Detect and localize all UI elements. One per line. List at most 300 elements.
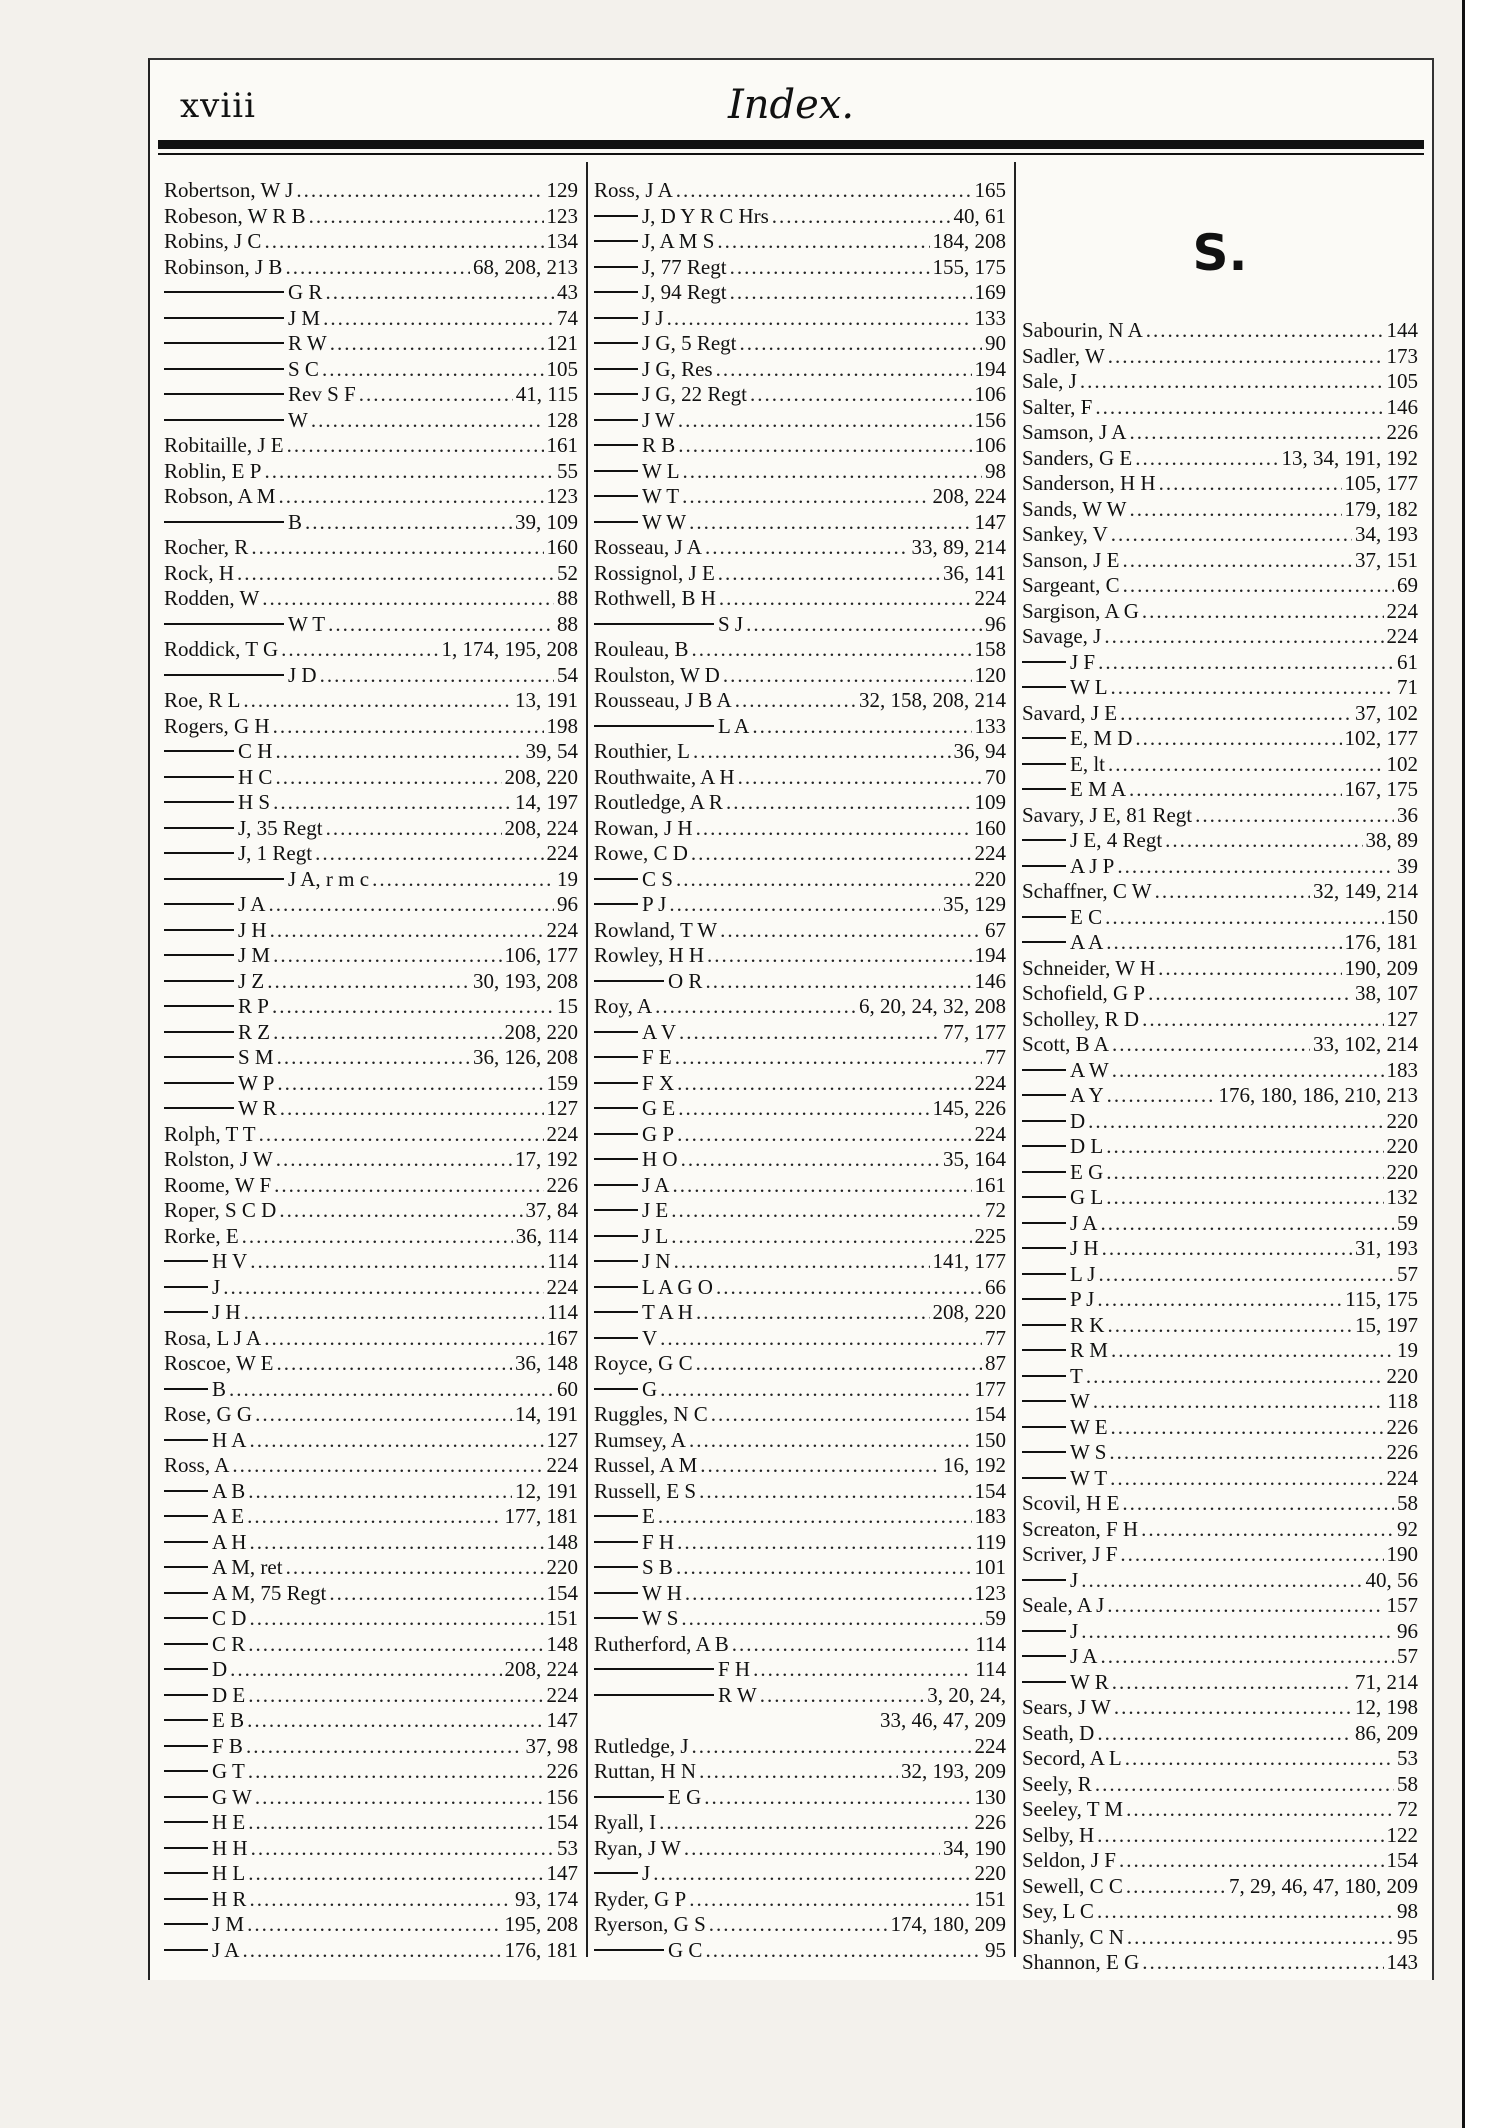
leader-dots (242, 1938, 501, 1964)
entry-name: R P (238, 994, 269, 1018)
index-entry (164, 1377, 578, 1403)
entry-pages: 226 (546, 1759, 578, 1783)
ditto-dash (164, 1592, 208, 1594)
index-entry (164, 1351, 578, 1377)
entry-name: E C (1070, 904, 1103, 929)
entry-pages: 77, 177 (943, 1019, 1006, 1044)
index-entry (1022, 1721, 1418, 1747)
index-entry (594, 1402, 1006, 1428)
index-entry (164, 1275, 578, 1301)
index-entry (164, 1759, 578, 1785)
entry-pages: 68, 208, 213 (473, 254, 578, 279)
entry-name: D E (212, 1682, 246, 1707)
entry-name: G P (642, 1121, 675, 1146)
ditto-dash (164, 1898, 208, 1900)
index-column-1 (164, 178, 578, 1963)
entry-pages: 161 (974, 1172, 1006, 1197)
entry-pages: 176, 180, 186, 210, 213 (1218, 1083, 1418, 1107)
index-entry (1022, 573, 1418, 599)
entry-name: Sewell, C C (1022, 1873, 1123, 1898)
ditto-dash (594, 419, 638, 421)
entry-pages: 58 (1397, 1491, 1418, 1515)
ditto-dash (594, 1260, 638, 1262)
ditto-dash (594, 240, 638, 242)
header-rule-thick (158, 140, 1424, 149)
entry-name: J J (642, 305, 664, 330)
entry-pages: 90 (985, 331, 1006, 355)
leader-dots (677, 1530, 972, 1556)
ditto-dash (594, 1541, 638, 1543)
leader-dots (246, 1734, 523, 1760)
entry-pages: 115, 175 (1345, 1287, 1418, 1311)
entry-pages: 114 (975, 1631, 1006, 1656)
ditto-dash (594, 980, 664, 982)
entry-pages: 208, 220 (932, 1300, 1006, 1324)
column-divider (586, 162, 588, 1957)
entry-name: J F (1070, 649, 1096, 674)
index-entry (1022, 956, 1418, 982)
entry-pages: 109 (974, 790, 1006, 814)
index-column-2 (594, 178, 1006, 1963)
ditto-dash (164, 317, 284, 319)
ditto-dash (594, 368, 638, 370)
ditto-dash (164, 1872, 208, 1874)
index-entry (1022, 828, 1418, 854)
leader-dots (692, 1734, 972, 1760)
leader-dots (681, 1147, 940, 1173)
entry-pages: 92 (1397, 1516, 1418, 1541)
entry-name: Sanders, G E (1022, 445, 1133, 470)
leader-dots (1095, 1772, 1394, 1798)
leader-dots (1106, 1160, 1383, 1186)
entry-pages: 114 (975, 1657, 1006, 1681)
entry-name: S B (642, 1555, 673, 1579)
leader-dots (699, 1479, 971, 1505)
ditto-dash (594, 266, 638, 268)
ditto-dash (164, 623, 284, 625)
entry-pages: 37, 151 (1355, 547, 1418, 572)
index-entry (1022, 624, 1418, 650)
index-entry (594, 1504, 1006, 1530)
ditto-dash (1022, 1426, 1066, 1428)
leader-dots (693, 739, 951, 765)
entry-pages: 176, 181 (1344, 930, 1418, 954)
index-entry (594, 1861, 1006, 1887)
entry-pages: 167 (546, 1325, 578, 1350)
leader-dots (255, 1402, 512, 1428)
entry-name: J G, 5 Regt (642, 331, 737, 355)
leader-dots (1109, 1440, 1383, 1466)
entry-pages: 38, 89 (1365, 828, 1418, 852)
entry-pages: 165 (974, 178, 1006, 202)
entry-name: J D (288, 662, 317, 687)
leader-dots (248, 1861, 543, 1887)
ditto-dash (164, 903, 234, 905)
entry-name: Ryall, I (594, 1810, 657, 1834)
ditto-dash (164, 954, 234, 956)
entry-name: L A G O (642, 1274, 713, 1299)
leader-dots (1098, 650, 1394, 676)
entry-pages: 224 (546, 841, 578, 865)
entry-pages: 59 (1397, 1210, 1418, 1235)
leader-dots (1195, 803, 1394, 829)
leader-dots (270, 918, 544, 944)
entry-pages: 220 (546, 1555, 578, 1579)
leader-dots (1127, 1925, 1394, 1951)
ditto-dash (1022, 1630, 1066, 1632)
entry-name: Robinson, J B (164, 254, 283, 279)
entry-name: A J P (1070, 853, 1115, 878)
entry-name: Robson, A M (164, 484, 276, 508)
entry-pages: 53 (1397, 1746, 1418, 1770)
entry-pages: 133 (974, 713, 1006, 738)
leader-dots (272, 994, 554, 1020)
entry-pages: 226 (974, 1810, 1006, 1834)
index-entry (1022, 1695, 1418, 1721)
entry-name: A V (642, 1019, 677, 1044)
leader-dots (660, 1326, 982, 1352)
index-entry (164, 459, 578, 485)
index-entry (164, 1147, 578, 1173)
index-entry (594, 1632, 1006, 1658)
leader-dots (1106, 930, 1341, 956)
entry-pages: 105, 177 (1344, 471, 1418, 495)
entry-pages: 226 (1386, 1414, 1418, 1439)
entry-pages: 7, 29, 46, 47, 180, 209 (1229, 1873, 1418, 1898)
entry-pages: 98 (1397, 1899, 1418, 1923)
index-entry (164, 612, 578, 638)
leader-dots (247, 1912, 501, 1938)
entry-pages: 143 (1386, 1950, 1418, 1974)
ditto-dash (1022, 1171, 1066, 1173)
index-entry (594, 1479, 1006, 1505)
leader-dots (684, 1836, 940, 1862)
index-entry (164, 663, 578, 689)
entry-name: Rolph, T T (164, 1121, 256, 1146)
leader-dots (232, 1453, 543, 1479)
index-entry (164, 433, 578, 459)
index-entry (594, 1326, 1006, 1352)
leader-dots (1117, 854, 1394, 880)
ditto-dash (1022, 1247, 1066, 1249)
ditto-dash (164, 1847, 208, 1849)
entry-name: Ross, A (164, 1453, 230, 1477)
ditto-dash (164, 852, 234, 854)
entry-name: W H (642, 1580, 682, 1605)
entry-pages: 154 (974, 1402, 1006, 1426)
index-page (148, 58, 1434, 1980)
index-entry (1022, 1262, 1418, 1288)
entry-name: Sanderson, H H (1022, 471, 1156, 495)
entry-name: F X (642, 1070, 675, 1095)
index-entry (1022, 1440, 1418, 1466)
index-entry (594, 306, 1006, 332)
entry-pages: 177, 181 (504, 1504, 578, 1528)
entry-name: Roy, A (594, 994, 653, 1018)
entry-pages: 128 (546, 407, 578, 432)
leader-dots (285, 255, 470, 281)
leader-dots (1106, 1134, 1383, 1160)
entry-name: R B (642, 433, 676, 457)
index-entry (1022, 1568, 1418, 1594)
entry-pages: 14, 197 (515, 790, 578, 814)
entry-pages: 158 (974, 637, 1006, 661)
index-entry (1022, 905, 1418, 931)
entry-pages: 37, 84 (525, 1198, 578, 1222)
ditto-dash (594, 1133, 638, 1135)
entry-pages: 88 (557, 611, 578, 636)
leader-dots (273, 790, 512, 816)
entry-name: H A (212, 1427, 247, 1452)
entry-name: H O (642, 1147, 678, 1171)
leader-dots (268, 892, 554, 918)
entry-name: J H (212, 1300, 241, 1324)
leader-dots (1129, 777, 1341, 803)
entry-pages: 106 (974, 433, 1006, 457)
entry-name: W E (1070, 1414, 1108, 1439)
entry-name: Rorke, E (164, 1223, 239, 1248)
entry-name: Roper, S C D (164, 1198, 277, 1222)
entry-name: G (642, 1376, 658, 1401)
ditto-dash (1022, 916, 1066, 918)
ditto-dash (1022, 1451, 1066, 1453)
entry-name: Shannon, E G (1022, 1950, 1140, 1974)
entry-name: E (642, 1504, 655, 1528)
leader-dots (1112, 1670, 1352, 1696)
index-entry (1022, 1542, 1418, 1568)
entry-pages: 66 (985, 1274, 1006, 1299)
index-entry (594, 841, 1006, 867)
entry-name: Russel, A M (594, 1453, 698, 1477)
leader-dots (689, 1887, 971, 1913)
entry-pages: 57 (1397, 1261, 1418, 1286)
leader-dots (1097, 1823, 1383, 1849)
leader-dots (716, 357, 972, 383)
ditto-dash (1022, 1400, 1066, 1402)
leader-dots (248, 1632, 543, 1658)
leader-dots (323, 306, 554, 332)
leader-dots (730, 280, 972, 306)
index-entry (1022, 1185, 1418, 1211)
entry-pages: 133 (974, 305, 1006, 330)
entry-pages: 156 (974, 407, 1006, 432)
entry-pages: 154 (546, 1810, 578, 1834)
entry-name: J M (212, 1912, 245, 1936)
entry-pages: 98 (985, 458, 1006, 483)
ditto-dash (1022, 1375, 1066, 1377)
leader-dots (672, 1173, 971, 1199)
leader-dots (242, 1224, 513, 1250)
entry-name: J M (238, 943, 271, 967)
index-entry (164, 688, 578, 714)
entry-name: Savage, J (1022, 624, 1102, 648)
entry-pages: 224 (546, 1682, 578, 1707)
entry-pages: 220 (1386, 1363, 1418, 1388)
entry-pages: 183 (974, 1504, 1006, 1528)
index-entry (594, 1249, 1006, 1275)
entry-name: W S (1070, 1440, 1107, 1464)
entry-pages: 13, 191 (515, 688, 578, 712)
entry-name: Savard, J E (1022, 700, 1118, 725)
entry-pages: 224 (974, 586, 1006, 610)
entry-name: Seldon, J F (1022, 1848, 1116, 1872)
ditto-dash (164, 291, 284, 293)
leader-dots (750, 382, 972, 408)
entry-name: Rowley, H H (594, 943, 705, 967)
leader-dots (1111, 522, 1352, 548)
entry-pages: 190 (1386, 1542, 1418, 1566)
entry-pages: 224 (1386, 1465, 1418, 1490)
entry-name: H E (212, 1810, 246, 1834)
entry-pages: 123 (546, 484, 578, 508)
entry-pages: 225 (974, 1223, 1006, 1248)
entry-pages: 226 (546, 1172, 578, 1197)
index-entry (594, 1122, 1006, 1148)
leader-dots (274, 1173, 543, 1199)
leader-dots (264, 459, 554, 485)
ditto-dash (164, 1260, 208, 1262)
leader-dots (315, 841, 543, 867)
entry-name: Ryder, G P (594, 1886, 687, 1911)
index-entry (594, 867, 1006, 893)
leader-dots (1135, 726, 1341, 752)
entry-pages: 74 (557, 305, 578, 330)
entry-pages: 32, 149, 214 (1313, 879, 1418, 903)
leader-dots (247, 1708, 543, 1734)
ditto-dash (594, 342, 638, 344)
entry-pages: 102 (1386, 751, 1418, 776)
entry-name: Rodden, W (164, 586, 260, 610)
index-entry (1022, 726, 1418, 752)
entry-pages: 224 (546, 1453, 578, 1477)
index-entry (594, 357, 1006, 383)
entry-pages: 86, 209 (1355, 1720, 1418, 1745)
entry-pages: 183 (1386, 1057, 1418, 1082)
entry-name: Seath, D (1022, 1720, 1095, 1745)
entry-pages: 220 (974, 866, 1006, 891)
entry-pages: 70 (985, 764, 1006, 789)
leader-dots (760, 1683, 925, 1709)
entry-name: Rolston, J W (164, 1147, 273, 1171)
leader-dots (330, 331, 544, 357)
leader-dots (276, 1351, 512, 1377)
index-entry (164, 1555, 578, 1581)
entry-name: Rouleau, B (594, 637, 689, 661)
entry-name: Roddick, T G (164, 637, 279, 661)
ditto-dash (1022, 1069, 1066, 1071)
ditto-dash (164, 1082, 234, 1084)
entry-pages: 40, 61 (953, 203, 1006, 228)
entry-pages: 146 (974, 968, 1006, 993)
index-entry (1022, 395, 1418, 421)
leader-dots (671, 1198, 982, 1224)
entry-name: J A (642, 1172, 670, 1197)
entry-pages: 190, 209 (1344, 955, 1418, 980)
ditto-dash (594, 444, 638, 446)
entry-name: J, 94 Regt (642, 280, 727, 304)
index-entry (594, 1683, 1006, 1709)
entry-pages: 224 (546, 1121, 578, 1146)
ditto-dash (594, 470, 638, 472)
entry-pages: 156 (546, 1784, 578, 1809)
index-entry (594, 561, 1006, 587)
leader-dots (1122, 548, 1352, 574)
entry-pages: 71 (1397, 675, 1418, 699)
entry-pages: 179, 182 (1344, 496, 1418, 521)
entry-pages: 161 (546, 433, 578, 457)
leader-dots (322, 357, 544, 383)
ditto-dash (164, 827, 234, 829)
leader-dots (1165, 828, 1362, 854)
leader-dots (720, 918, 982, 944)
entry-name: G L (1070, 1185, 1104, 1209)
ditto-dash (594, 215, 638, 217)
entry-name: J, A M S (642, 229, 715, 253)
index-entry (1022, 1823, 1418, 1849)
entry-name: Sale, J (1022, 369, 1077, 393)
leader-dots (1088, 1109, 1383, 1135)
index-entry (594, 943, 1006, 969)
entry-name: W R (238, 1096, 277, 1120)
entry-name: J E (642, 1198, 669, 1222)
leader-dots (677, 1071, 971, 1097)
entry-name: W W (642, 509, 687, 534)
leader-dots (311, 408, 544, 434)
index-entry (164, 1198, 578, 1224)
entry-pages: 39, 109 (515, 509, 578, 534)
ditto-dash (164, 342, 284, 344)
entry-name: Secord, A L (1022, 1746, 1122, 1770)
entry-pages: 105 (546, 356, 578, 381)
ditto-dash (164, 1745, 208, 1747)
index-entry (1022, 1338, 1418, 1364)
leader-dots (678, 1096, 929, 1122)
entry-name: Salter, F (1022, 394, 1093, 419)
index-entry (164, 1912, 578, 1938)
ditto-dash (594, 1592, 638, 1594)
leader-dots (1111, 1338, 1394, 1364)
leader-dots (679, 1020, 940, 1046)
ditto-dash (594, 1235, 638, 1237)
entry-pages: 176, 181 (504, 1937, 578, 1962)
leader-dots (689, 510, 971, 536)
entry-name: Roome, W F (164, 1172, 272, 1197)
ditto-dash (164, 1566, 208, 1568)
leader-dots (296, 178, 543, 204)
entry-name: W P (238, 1070, 275, 1095)
ditto-dash (164, 674, 284, 676)
leader-dots (1107, 1083, 1216, 1109)
ditto-dash (164, 368, 284, 370)
entry-name: L J (1070, 1261, 1096, 1286)
entry-name: Schaffner, C W (1022, 879, 1152, 903)
entry-name: J H (238, 917, 267, 942)
leader-dots (275, 739, 522, 765)
section-letter: S. (1192, 224, 1248, 282)
entry-name: G W (212, 1784, 252, 1809)
entry-name: E G (668, 1784, 702, 1809)
index-entry (164, 280, 578, 306)
leader-dots (1114, 1695, 1352, 1721)
index-entry (1022, 650, 1418, 676)
entry-pages: 19 (557, 866, 578, 891)
index-entry (594, 892, 1006, 918)
entry-pages: 114 (547, 1249, 578, 1273)
index-entry (164, 943, 578, 969)
entry-name: W (1070, 1389, 1090, 1413)
entry-pages: 220 (1386, 1108, 1418, 1133)
index-entry (1022, 1874, 1418, 1900)
